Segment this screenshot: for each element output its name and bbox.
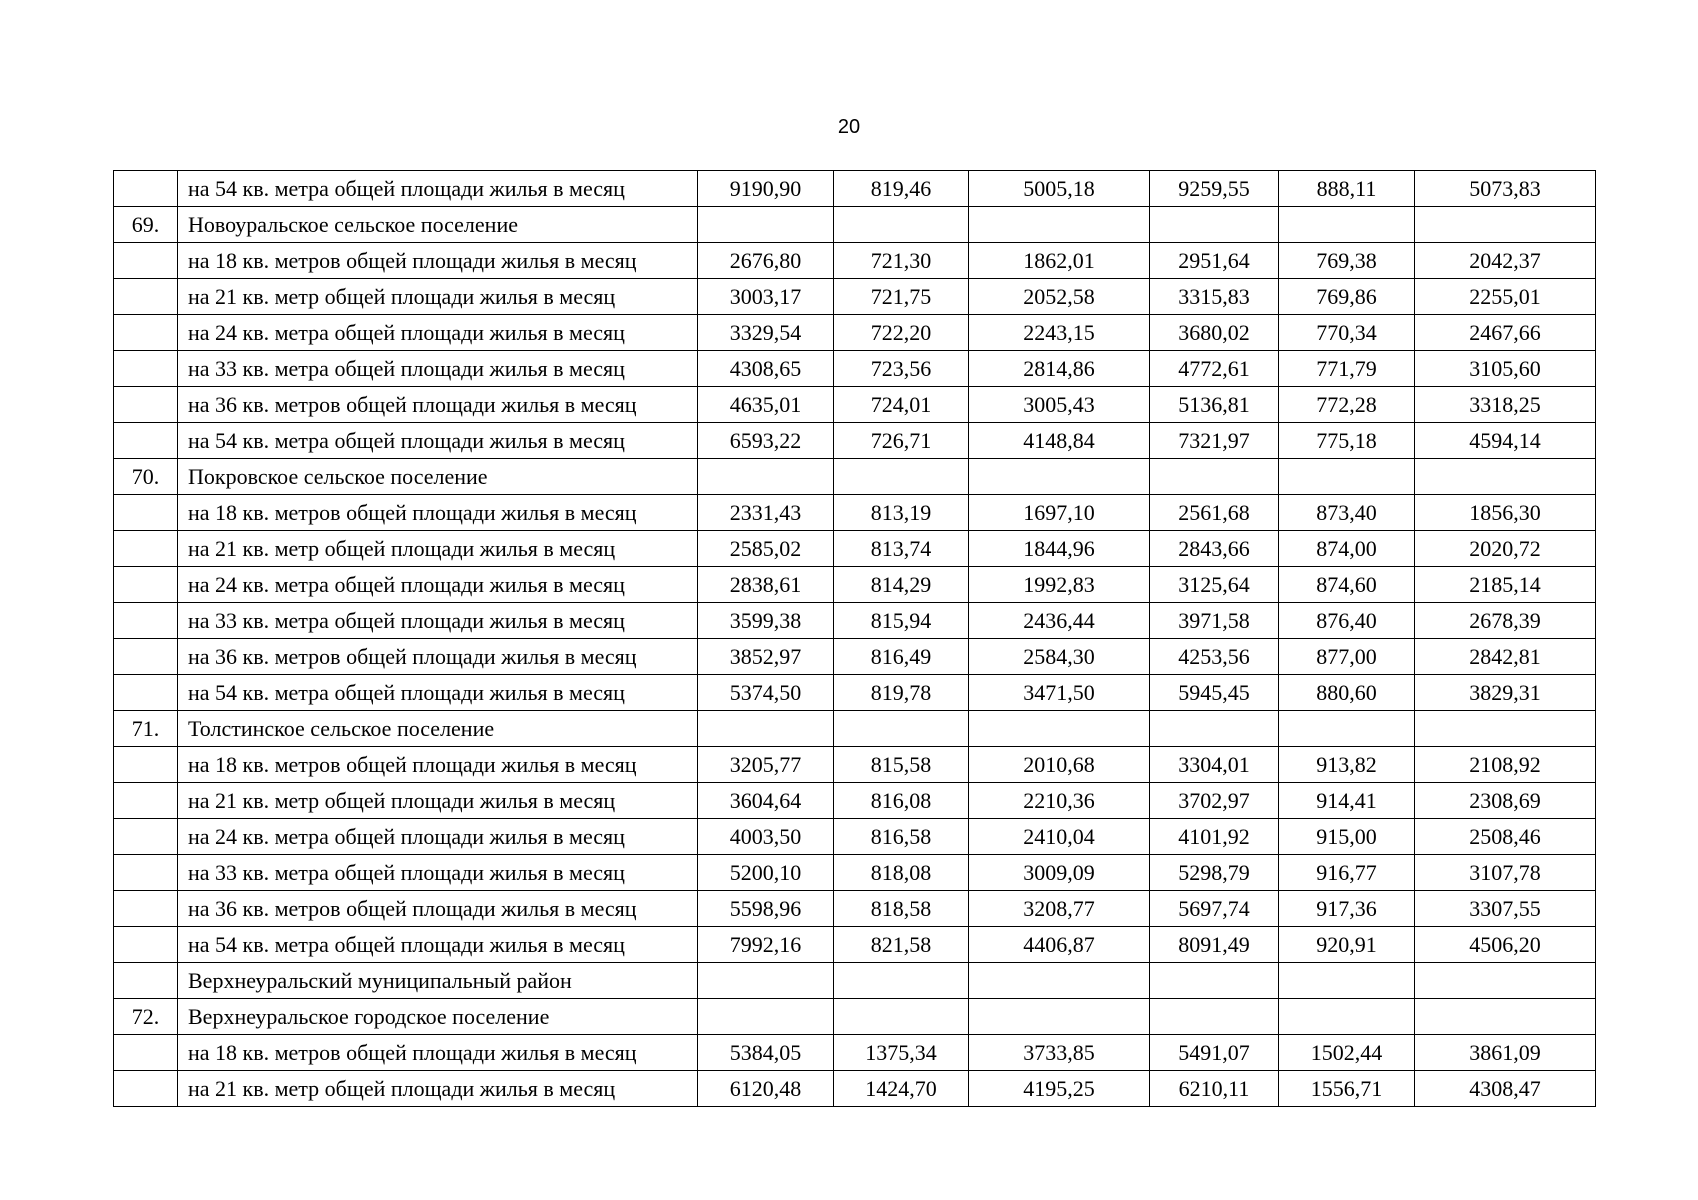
value-cell-6: 2842,81	[1415, 639, 1596, 675]
value-cell-5	[1279, 999, 1415, 1035]
value-cell-6: 2020,72	[1415, 531, 1596, 567]
value-cell-5	[1279, 711, 1415, 747]
value-cell-6: 2185,14	[1415, 567, 1596, 603]
row-description: Толстинское сельское поселение	[178, 711, 698, 747]
value-cell-3: 3208,77	[969, 891, 1150, 927]
value-cell-5: 873,40	[1279, 495, 1415, 531]
value-cell-2: 818,58	[834, 891, 969, 927]
value-cell-5: 769,86	[1279, 279, 1415, 315]
value-cell-2: 721,30	[834, 243, 969, 279]
row-description: на 54 кв. метра общей площади жилья в месяц	[178, 423, 698, 459]
row-number	[114, 387, 178, 423]
row-number	[114, 171, 178, 207]
row-number	[114, 351, 178, 387]
row-number	[114, 423, 178, 459]
value-cell-5: 880,60	[1279, 675, 1415, 711]
table-row	[114, 279, 1596, 315]
row-description: на 21 кв. метр общей площади жилья в месяц	[178, 279, 698, 315]
table-row	[114, 783, 1596, 819]
row-description: на 24 кв. метра общей площади жилья в месяц	[178, 315, 698, 351]
row-number	[114, 891, 178, 927]
value-cell-3	[969, 963, 1150, 999]
value-cell-1	[698, 999, 834, 1035]
value-cell-2	[834, 963, 969, 999]
row-number: 71.	[114, 711, 178, 747]
value-cell-2	[834, 459, 969, 495]
value-cell-1: 2331,43	[698, 495, 834, 531]
value-cell-6: 3318,25	[1415, 387, 1596, 423]
page-number: 20	[837, 116, 861, 138]
value-cell-5: 775,18	[1279, 423, 1415, 459]
value-cell-4: 3680,02	[1150, 315, 1279, 351]
row-description: на 21 кв. метр общей площади жилья в месяц	[178, 1071, 698, 1107]
row-number	[114, 1071, 178, 1107]
row-description: Верхнеуральский муниципальный район	[178, 963, 698, 999]
value-cell-6: 4594,14	[1415, 423, 1596, 459]
value-cell-3: 3005,43	[969, 387, 1150, 423]
value-cell-2: 816,58	[834, 819, 969, 855]
value-cell-6	[1415, 963, 1596, 999]
row-number	[114, 531, 178, 567]
row-number	[114, 315, 178, 351]
value-cell-1: 5374,50	[698, 675, 834, 711]
value-cell-6: 3107,78	[1415, 855, 1596, 891]
value-cell-1: 6120,48	[698, 1071, 834, 1107]
table-row	[114, 819, 1596, 855]
table-row	[114, 639, 1596, 675]
value-cell-5: 916,77	[1279, 855, 1415, 891]
row-description: на 54 кв. метра общей площади жилья в месяц	[178, 675, 698, 711]
value-cell-1: 3852,97	[698, 639, 834, 675]
row-number	[114, 783, 178, 819]
value-cell-4: 4253,56	[1150, 639, 1279, 675]
value-cell-1: 2676,80	[698, 243, 834, 279]
value-cell-6: 3307,55	[1415, 891, 1596, 927]
value-cell-2: 724,01	[834, 387, 969, 423]
row-description: на 21 кв. метр общей площади жилья в месяц	[178, 531, 698, 567]
table-row	[114, 1035, 1596, 1071]
value-cell-3: 3009,09	[969, 855, 1150, 891]
value-cell-1: 2838,61	[698, 567, 834, 603]
value-cell-3: 1844,96	[969, 531, 1150, 567]
row-description: на 36 кв. метров общей площади жилья в месяц	[178, 639, 698, 675]
value-cell-3: 2410,04	[969, 819, 1150, 855]
value-cell-5: 770,34	[1279, 315, 1415, 351]
value-cell-2: 815,58	[834, 747, 969, 783]
value-cell-3: 2010,68	[969, 747, 1150, 783]
value-cell-3: 2210,36	[969, 783, 1150, 819]
value-cell-6	[1415, 999, 1596, 1035]
value-cell-5: 1502,44	[1279, 1035, 1415, 1071]
value-cell-4: 8091,49	[1150, 927, 1279, 963]
value-cell-4: 3971,58	[1150, 603, 1279, 639]
value-cell-6: 2108,92	[1415, 747, 1596, 783]
row-description: на 36 кв. метров общей площади жилья в месяц	[178, 387, 698, 423]
table-row	[114, 243, 1596, 279]
value-cell-6: 2467,66	[1415, 315, 1596, 351]
row-description: на 18 кв. метров общей площади жилья в месяц	[178, 1035, 698, 1071]
value-cell-1: 3599,38	[698, 603, 834, 639]
value-cell-5: 915,00	[1279, 819, 1415, 855]
row-description: Покровское сельское поселение	[178, 459, 698, 495]
value-cell-5	[1279, 459, 1415, 495]
row-description: на 21 кв. метр общей площади жилья в месяц	[178, 783, 698, 819]
table-body	[114, 171, 1596, 1107]
value-cell-2: 722,20	[834, 315, 969, 351]
row-description: на 18 кв. метров общей площади жилья в месяц	[178, 747, 698, 783]
value-cell-6: 4506,20	[1415, 927, 1596, 963]
row-description: на 54 кв. метра общей площади жилья в месяц	[178, 927, 698, 963]
table-row	[114, 963, 1596, 999]
row-number	[114, 279, 178, 315]
value-cell-1: 9190,90	[698, 171, 834, 207]
value-cell-5	[1279, 207, 1415, 243]
table-row	[114, 207, 1596, 243]
value-cell-3: 1697,10	[969, 495, 1150, 531]
row-description: на 24 кв. метра общей площади жилья в месяц	[178, 819, 698, 855]
row-number	[114, 747, 178, 783]
row-number	[114, 603, 178, 639]
value-cell-4	[1150, 963, 1279, 999]
table-row	[114, 567, 1596, 603]
value-cell-5: 874,00	[1279, 531, 1415, 567]
value-cell-4: 2561,68	[1150, 495, 1279, 531]
value-cell-2: 821,58	[834, 927, 969, 963]
value-cell-3: 3733,85	[969, 1035, 1150, 1071]
table-row	[114, 603, 1596, 639]
table-row	[114, 891, 1596, 927]
value-cell-1: 4308,65	[698, 351, 834, 387]
table-row	[114, 351, 1596, 387]
value-cell-6: 2678,39	[1415, 603, 1596, 639]
value-cell-3	[969, 459, 1150, 495]
value-cell-2: 1375,34	[834, 1035, 969, 1071]
row-description: на 18 кв. метров общей площади жилья в месяц	[178, 243, 698, 279]
row-number	[114, 639, 178, 675]
value-cell-4: 5491,07	[1150, 1035, 1279, 1071]
value-cell-1: 2585,02	[698, 531, 834, 567]
value-cell-1	[698, 963, 834, 999]
table-row	[114, 675, 1596, 711]
value-cell-4: 5945,45	[1150, 675, 1279, 711]
value-cell-4: 7321,97	[1150, 423, 1279, 459]
table-row	[114, 747, 1596, 783]
value-cell-1: 3205,77	[698, 747, 834, 783]
row-description: на 33 кв. метра общей площади жилья в месяц	[178, 351, 698, 387]
row-number: 69.	[114, 207, 178, 243]
value-cell-5: 917,36	[1279, 891, 1415, 927]
value-cell-3: 4406,87	[969, 927, 1150, 963]
value-cell-6: 2308,69	[1415, 783, 1596, 819]
value-cell-2: 726,71	[834, 423, 969, 459]
value-cell-2: 814,29	[834, 567, 969, 603]
value-cell-2: 721,75	[834, 279, 969, 315]
value-cell-1: 5598,96	[698, 891, 834, 927]
value-cell-6: 3861,09	[1415, 1035, 1596, 1071]
row-description: на 18 кв. метров общей площади жилья в месяц	[178, 495, 698, 531]
value-cell-1: 3329,54	[698, 315, 834, 351]
row-number	[114, 855, 178, 891]
tariff-table	[113, 170, 1596, 1107]
value-cell-5: 877,00	[1279, 639, 1415, 675]
value-cell-4: 2951,64	[1150, 243, 1279, 279]
value-cell-5: 876,40	[1279, 603, 1415, 639]
value-cell-3: 2243,15	[969, 315, 1150, 351]
value-cell-5: 914,41	[1279, 783, 1415, 819]
value-cell-5: 913,82	[1279, 747, 1415, 783]
table-row	[114, 171, 1596, 207]
value-cell-2: 819,46	[834, 171, 969, 207]
value-cell-6: 2042,37	[1415, 243, 1596, 279]
value-cell-5: 874,60	[1279, 567, 1415, 603]
value-cell-2: 815,94	[834, 603, 969, 639]
value-cell-3	[969, 207, 1150, 243]
row-number: 72.	[114, 999, 178, 1035]
value-cell-2: 1424,70	[834, 1071, 969, 1107]
value-cell-4	[1150, 711, 1279, 747]
row-number	[114, 243, 178, 279]
table-row	[114, 711, 1596, 747]
value-cell-1	[698, 711, 834, 747]
value-cell-2: 818,08	[834, 855, 969, 891]
value-cell-4	[1150, 459, 1279, 495]
value-cell-1	[698, 207, 834, 243]
table-row	[114, 999, 1596, 1035]
row-number	[114, 495, 178, 531]
value-cell-6: 5073,83	[1415, 171, 1596, 207]
table-row	[114, 495, 1596, 531]
value-cell-3: 2584,30	[969, 639, 1150, 675]
table-row	[114, 927, 1596, 963]
value-cell-3: 1992,83	[969, 567, 1150, 603]
value-cell-6: 2255,01	[1415, 279, 1596, 315]
value-cell-5: 769,38	[1279, 243, 1415, 279]
value-cell-1: 4003,50	[698, 819, 834, 855]
value-cell-4: 5136,81	[1150, 387, 1279, 423]
value-cell-1: 7992,16	[698, 927, 834, 963]
value-cell-1: 5384,05	[698, 1035, 834, 1071]
table-row	[114, 459, 1596, 495]
value-cell-3: 2814,86	[969, 351, 1150, 387]
value-cell-6: 4308,47	[1415, 1071, 1596, 1107]
value-cell-2: 723,56	[834, 351, 969, 387]
value-cell-2	[834, 711, 969, 747]
value-cell-3: 1862,01	[969, 243, 1150, 279]
value-cell-4: 4772,61	[1150, 351, 1279, 387]
value-cell-3: 4148,84	[969, 423, 1150, 459]
table-row	[114, 531, 1596, 567]
row-description: Верхнеуральское городское поселение	[178, 999, 698, 1035]
row-number	[114, 567, 178, 603]
value-cell-3: 2436,44	[969, 603, 1150, 639]
row-description: Новоуральское сельское поселение	[178, 207, 698, 243]
value-cell-1: 3003,17	[698, 279, 834, 315]
value-cell-3: 4195,25	[969, 1071, 1150, 1107]
value-cell-6: 3829,31	[1415, 675, 1596, 711]
value-cell-6	[1415, 207, 1596, 243]
row-description: на 33 кв. метра общей площади жилья в месяц	[178, 603, 698, 639]
value-cell-4: 3304,01	[1150, 747, 1279, 783]
value-cell-3	[969, 711, 1150, 747]
row-description: на 33 кв. метра общей площади жилья в месяц	[178, 855, 698, 891]
value-cell-4: 2843,66	[1150, 531, 1279, 567]
value-cell-4: 4101,92	[1150, 819, 1279, 855]
value-cell-4: 3125,64	[1150, 567, 1279, 603]
value-cell-2: 813,19	[834, 495, 969, 531]
value-cell-1: 5200,10	[698, 855, 834, 891]
value-cell-5: 920,91	[1279, 927, 1415, 963]
value-cell-5: 888,11	[1279, 171, 1415, 207]
value-cell-5: 771,79	[1279, 351, 1415, 387]
value-cell-6: 3105,60	[1415, 351, 1596, 387]
value-cell-1	[698, 459, 834, 495]
value-cell-4: 6210,11	[1150, 1071, 1279, 1107]
table-row	[114, 1071, 1596, 1107]
row-description: на 24 кв. метра общей площади жилья в месяц	[178, 567, 698, 603]
value-cell-3: 5005,18	[969, 171, 1150, 207]
value-cell-2: 816,08	[834, 783, 969, 819]
value-cell-3: 2052,58	[969, 279, 1150, 315]
value-cell-2: 819,78	[834, 675, 969, 711]
value-cell-5: 772,28	[1279, 387, 1415, 423]
value-cell-6: 2508,46	[1415, 819, 1596, 855]
value-cell-1: 3604,64	[698, 783, 834, 819]
value-cell-5	[1279, 963, 1415, 999]
row-number: 70.	[114, 459, 178, 495]
value-cell-5: 1556,71	[1279, 1071, 1415, 1107]
row-number	[114, 1035, 178, 1071]
row-description: на 54 кв. метра общей площади жилья в месяц	[178, 171, 698, 207]
table-row	[114, 315, 1596, 351]
value-cell-1: 6593,22	[698, 423, 834, 459]
value-cell-4: 3702,97	[1150, 783, 1279, 819]
value-cell-4	[1150, 999, 1279, 1035]
value-cell-4: 9259,55	[1150, 171, 1279, 207]
row-number	[114, 927, 178, 963]
value-cell-3	[969, 999, 1150, 1035]
row-number	[114, 819, 178, 855]
value-cell-2	[834, 999, 969, 1035]
row-description: на 36 кв. метров общей площади жилья в месяц	[178, 891, 698, 927]
value-cell-2: 816,49	[834, 639, 969, 675]
value-cell-3: 3471,50	[969, 675, 1150, 711]
row-number	[114, 963, 178, 999]
value-cell-2	[834, 207, 969, 243]
value-cell-1: 4635,01	[698, 387, 834, 423]
table-row	[114, 855, 1596, 891]
table-row	[114, 423, 1596, 459]
value-cell-6	[1415, 459, 1596, 495]
value-cell-4: 5298,79	[1150, 855, 1279, 891]
value-cell-4: 5697,74	[1150, 891, 1279, 927]
row-number	[114, 675, 178, 711]
value-cell-6	[1415, 711, 1596, 747]
table-row	[114, 387, 1596, 423]
value-cell-4	[1150, 207, 1279, 243]
value-cell-6: 1856,30	[1415, 495, 1596, 531]
value-cell-4: 3315,83	[1150, 279, 1279, 315]
value-cell-2: 813,74	[834, 531, 969, 567]
